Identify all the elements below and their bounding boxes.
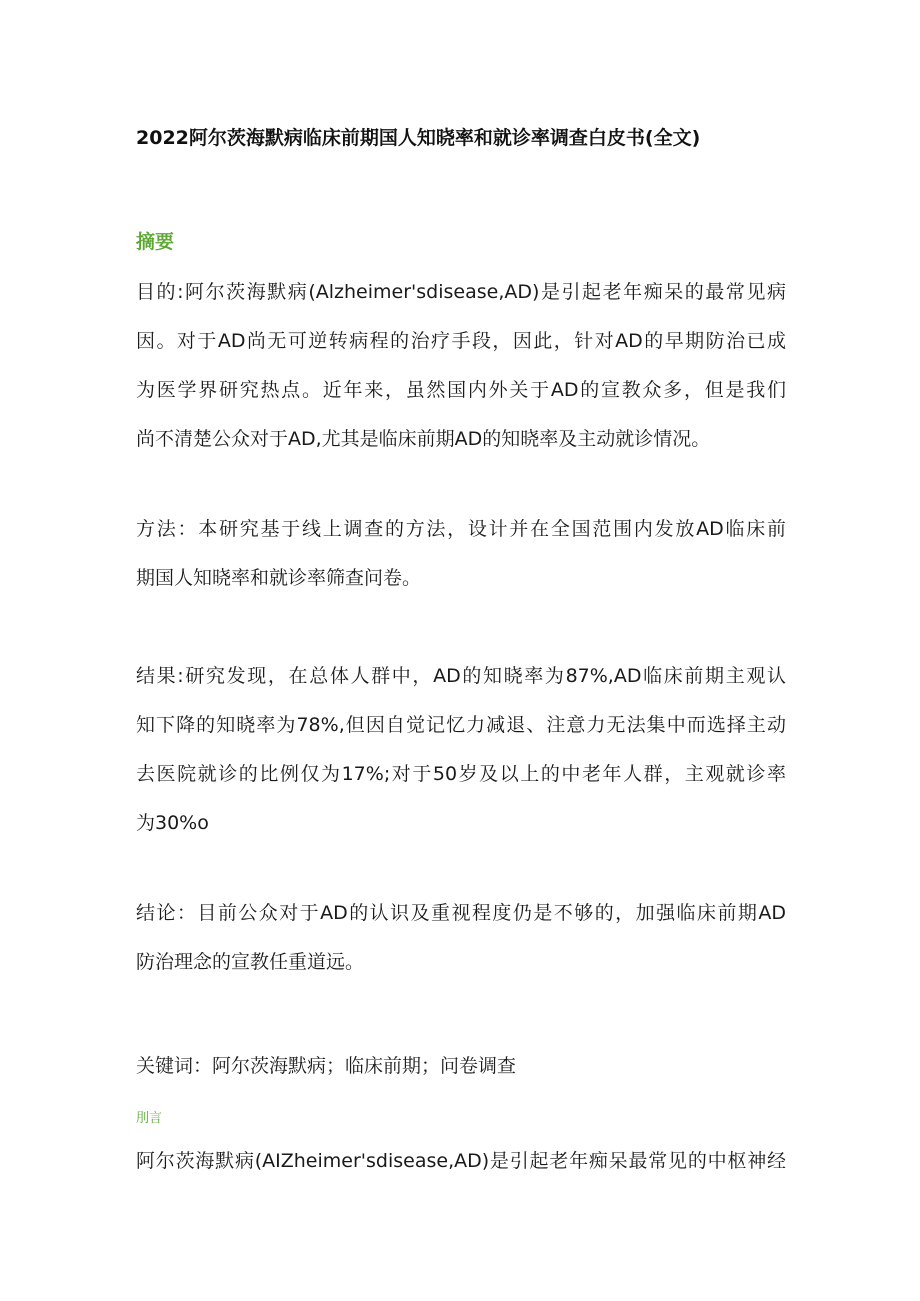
intro-paragraph [136,1137,786,1186]
keywords-line: 关键词：阿尔茨海默病；临床前期；问卷调查 [136,1055,517,1077]
conclusion-line: 防治理念的宣教任重道远。 [136,951,365,973]
method-paragraph [136,505,786,603]
result-line: 为30%o [136,812,209,834]
conclusion-line: 结论：目前公众对于AD的认识及重视程度仍是不够的，加强临床前期AD [136,902,786,924]
preface-heading: 刖言 [136,1111,163,1126]
keywords-paragraph [136,1042,786,1091]
aim-paragraph [136,268,786,464]
result-line: 结果:研究发现，在总体人群中，AD的知晓率为87%,AD临床前期主观认 [136,665,786,687]
document-title: 2022阿尔茨海默病临床前期国人知晓率和就诊率调查白皮书(全文) [136,127,701,149]
aim-line: 尚不清楚公众对于AD,尤其是临床前期AD的知晓率及主动就诊情况。 [136,428,711,450]
conclusion-paragraph [136,889,786,987]
abstract-heading: 摘要 [136,231,175,253]
aim-line: 为医学界研究热点。近年来，虽然国内外关于AD的宣教众多，但是我们 [136,379,786,401]
result-paragraph [136,652,786,848]
result-line: 去医院就诊的比例仅为17%;对于50岁及以上的中老年人群，主观就诊率 [136,763,786,785]
method-line: 方法：本研究基于线上调查的方法，设计并在全国范围内发放AD临床前 [136,518,786,540]
aim-line: 因。对于AD尚无可逆转病程的治疗手段，因此，针对AD的早期防治已成 [136,330,786,352]
aim-line: 目的:阿尔茨海默病(Alzheimer'sdisease,AD)是引起老年痴呆的最常见病 [136,281,786,303]
method-line: 期国人知晓率和就诊率筛查问卷。 [136,567,422,589]
result-line: 知下降的知晓率为78%,但因自觉记忆力减退、注意力无法集中而选择主动 [136,714,786,736]
intro-line: 阿尔茨海默病(AIZheimer'sdisease,AD)是引起老年痴呆最常见的中枢神经 [136,1150,786,1172]
